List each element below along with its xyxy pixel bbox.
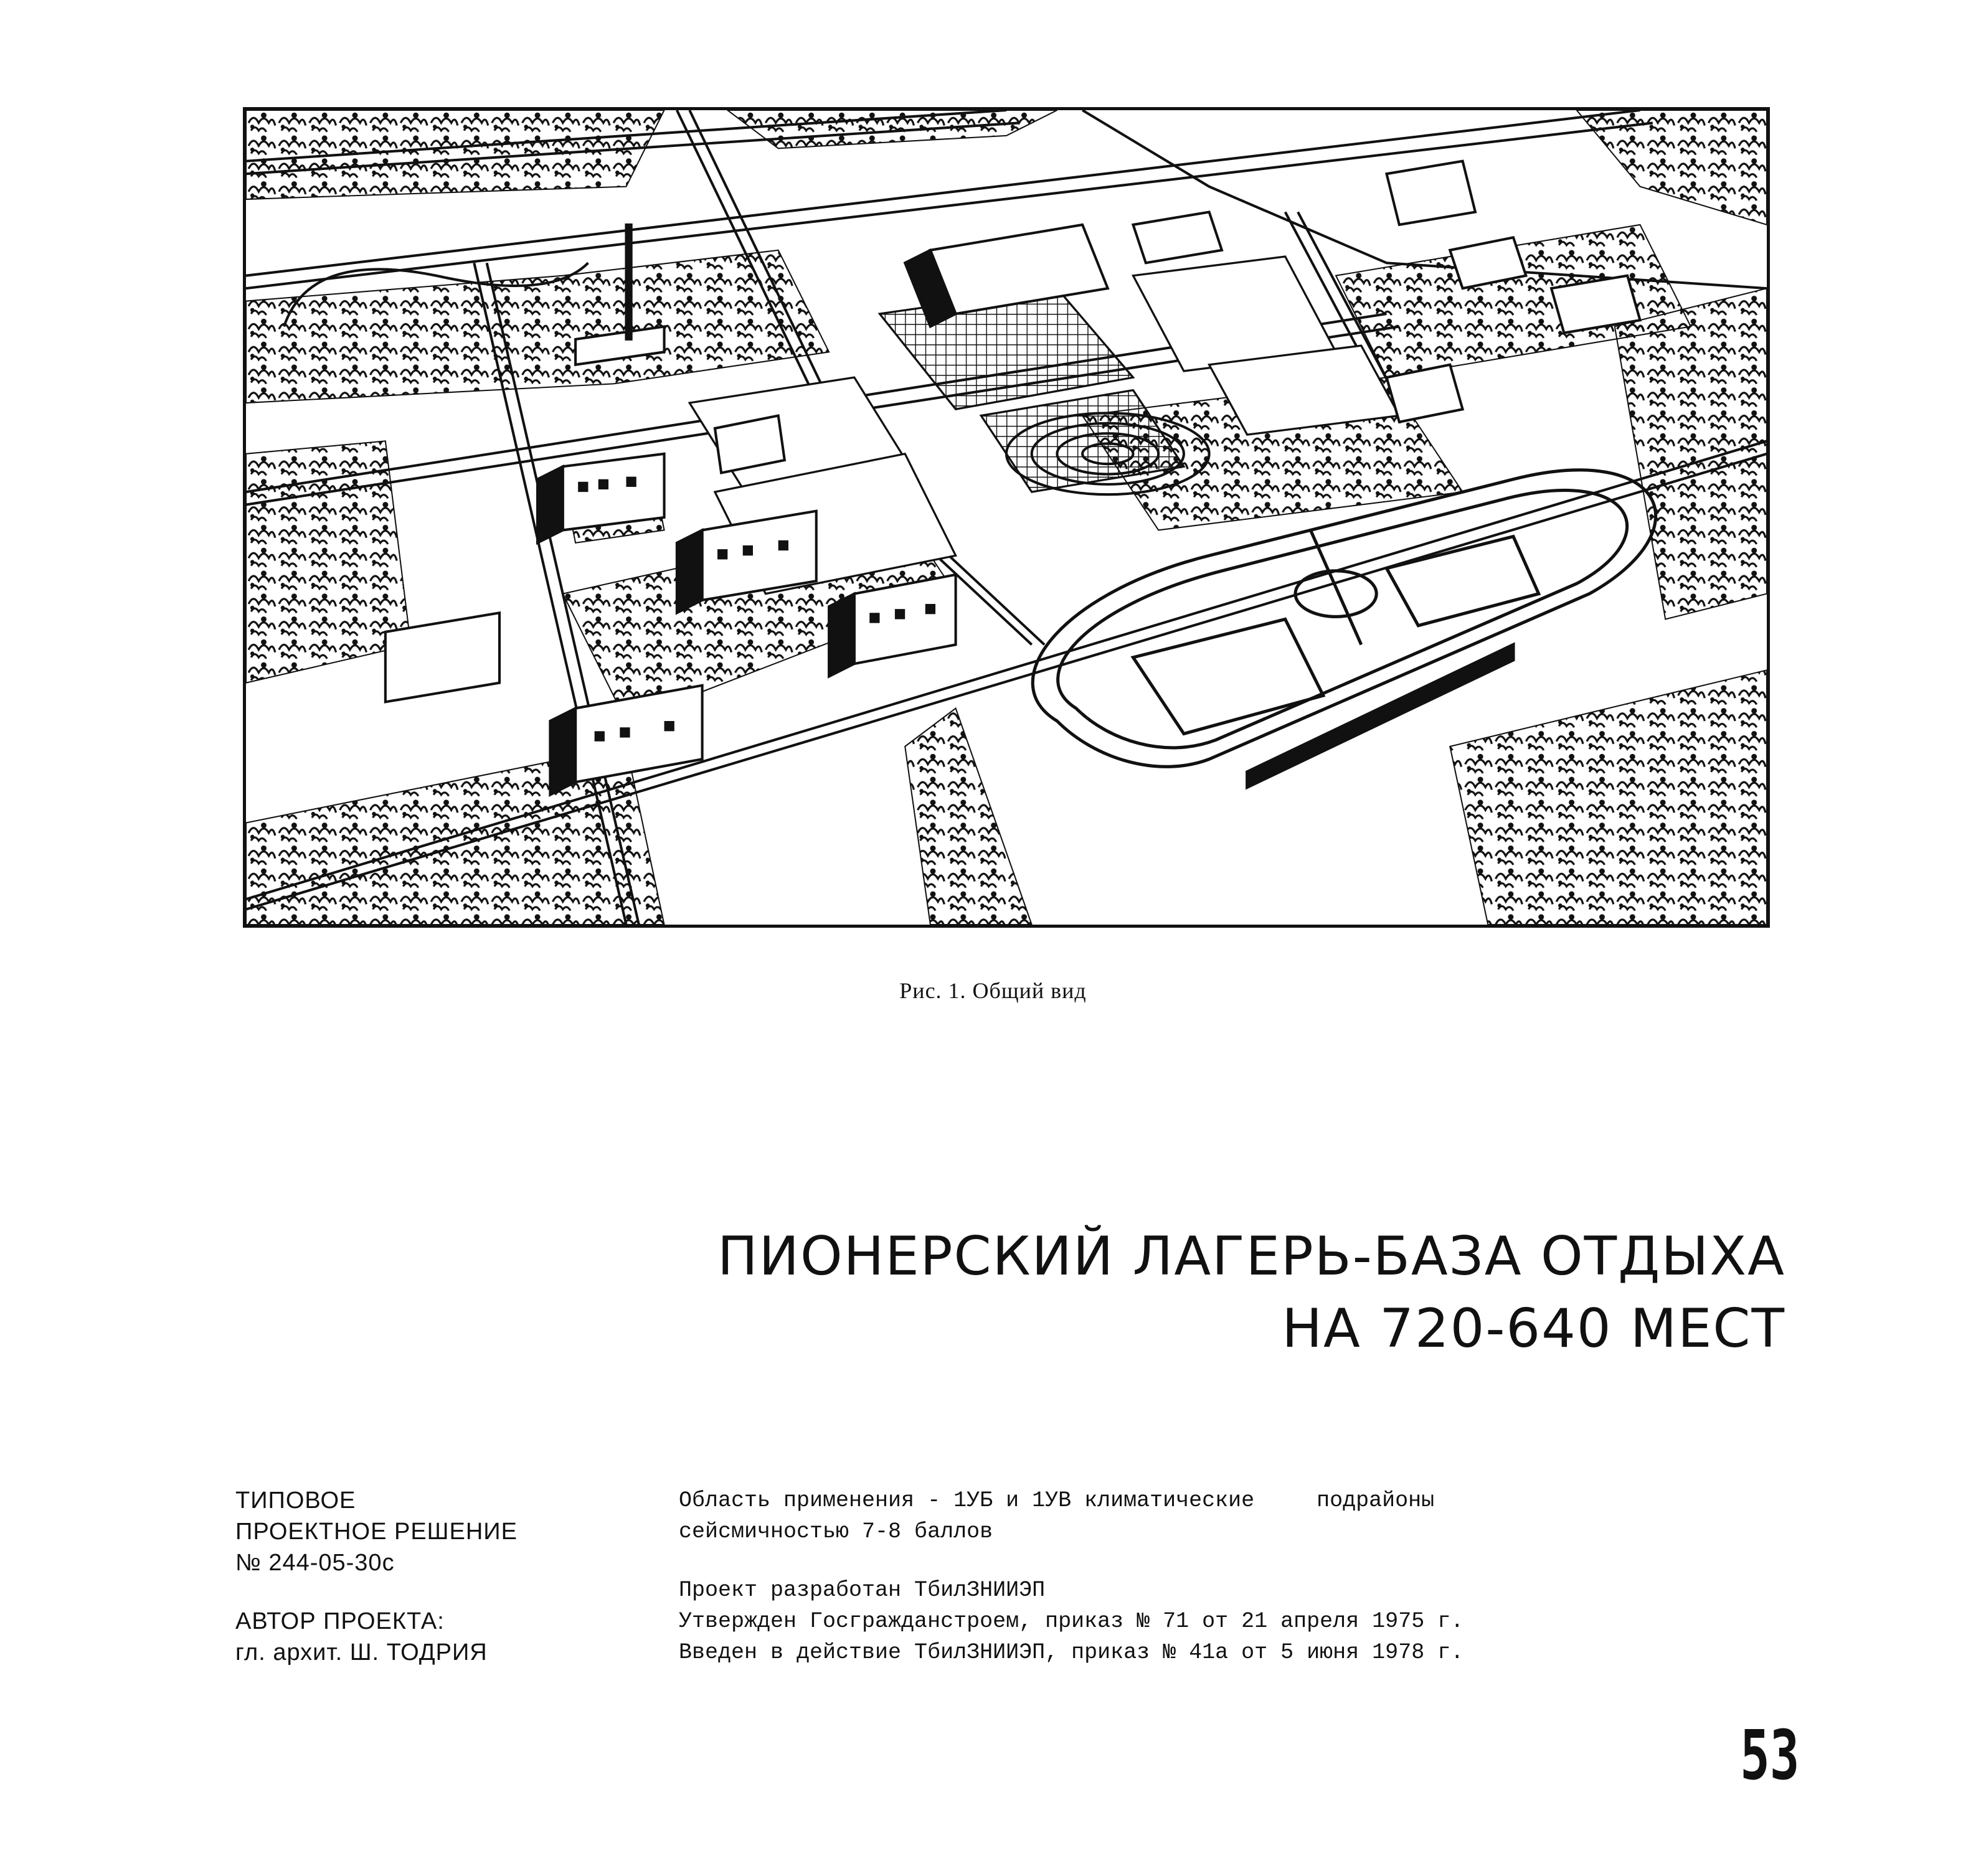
page-number: 53 — [1739, 1715, 1799, 1795]
scope-line — [679, 1485, 1738, 1516]
introduced-line: Введен в действие ТбилЗНИИЭП, приказ № 41а от 5 июня 1978 г. — [679, 1640, 1464, 1665]
title-line-1: ПИОНЕРСКИЙ ЛАГЕРЬ-БАЗА ОТДЫХА — [717, 1225, 1785, 1288]
solution-label: ПРОЕКТНОЕ РЕШЕНИЕ — [235, 1519, 518, 1545]
project-info-right — [679, 1485, 1738, 1668]
site-drawing — [246, 110, 1767, 925]
project-info-left — [235, 1485, 634, 1668]
type-label: ТИПОВОЕ — [235, 1487, 356, 1514]
project-number: № 244-05-30с — [235, 1550, 395, 1576]
figure-caption: Рис. 1. Общий вид — [899, 978, 1087, 1003]
title-line-2: НА 720-640 МЕСТ — [1282, 1298, 1785, 1360]
developer-line: Проект разработан ТбилЗНИИЭП — [679, 1578, 1046, 1603]
scope-text-b: подрайоны — [1317, 1488, 1435, 1513]
author-name: гл. архит. Ш. ТОДРИЯ — [235, 1639, 488, 1666]
aerial-view-illustration — [243, 107, 1770, 928]
approved-line: Утвержден Госгражданстроем, приказ № 71 от 21 апреля 1975 г. — [679, 1609, 1464, 1634]
seismic-line: сейсмичностью 7-8 баллов — [679, 1519, 993, 1544]
page-title — [540, 1220, 1785, 1365]
author-label: АВТОР ПРОЕКТА: — [235, 1608, 445, 1634]
scope-text-a: Область применения - 1УБ и 1УВ климатические — [679, 1488, 1255, 1513]
